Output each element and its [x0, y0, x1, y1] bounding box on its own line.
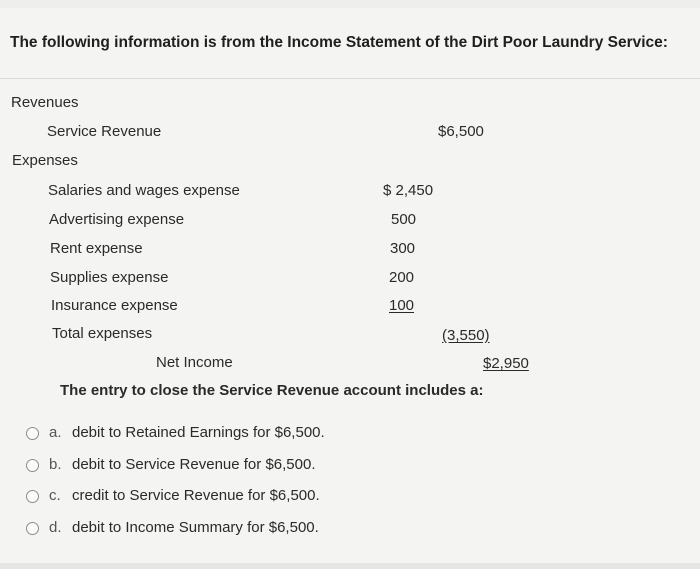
option-text[interactable]: debit to Retained Earnings for $6,500.	[72, 424, 325, 441]
net-income-amount: $2,950	[483, 355, 529, 372]
expense-label-insurance: Insurance expense	[51, 297, 178, 314]
revenues-label: Revenues	[11, 94, 79, 111]
expenses-label: Expenses	[12, 152, 78, 169]
option-letter: a.	[49, 424, 62, 441]
divider	[0, 78, 700, 79]
expense-amount-insurance: 100	[389, 297, 415, 314]
expense-amount-supplies: 200	[389, 269, 415, 286]
expense-label-rent: Rent expense	[50, 240, 143, 257]
option-letter: b.	[49, 456, 62, 473]
expense-amount-advertising: 500	[391, 211, 417, 228]
question-prompt: The entry to close the Service Revenue account includes a:	[60, 382, 484, 399]
total-expenses-label: Total expenses	[52, 325, 153, 342]
radio-button[interactable]	[26, 522, 39, 535]
service-revenue-label: Service Revenue	[47, 123, 162, 140]
radio-button[interactable]	[26, 459, 39, 472]
option-text[interactable]: debit to Service Revenue for $6,500.	[72, 456, 316, 473]
radio-button[interactable]	[26, 427, 39, 440]
radio-button[interactable]	[26, 490, 39, 503]
expense-amount-salaries: $ 2,450	[383, 182, 434, 199]
option-letter: c.	[49, 487, 61, 504]
expense-label-salaries: Salaries and wages expense	[48, 182, 240, 199]
expense-label-advertising: Advertising expense	[49, 211, 185, 228]
option-text[interactable]: credit to Service Revenue for $6,500.	[72, 487, 320, 504]
question-title: The following information is from the Income Statement of the Dirt Poor Laundry Service:	[10, 34, 668, 51]
net-income-label: Net Income	[156, 354, 233, 371]
expense-label-supplies: Supplies expense	[50, 269, 169, 286]
service-revenue-amount: $6,500	[438, 123, 484, 140]
total-expenses-amount: (3,550)	[442, 327, 490, 344]
option-text[interactable]: debit to Income Summary for $6,500.	[72, 519, 319, 536]
option-letter: d.	[49, 519, 62, 536]
expense-amount-rent: 300	[390, 240, 416, 257]
question-sheet	[0, 8, 700, 563]
